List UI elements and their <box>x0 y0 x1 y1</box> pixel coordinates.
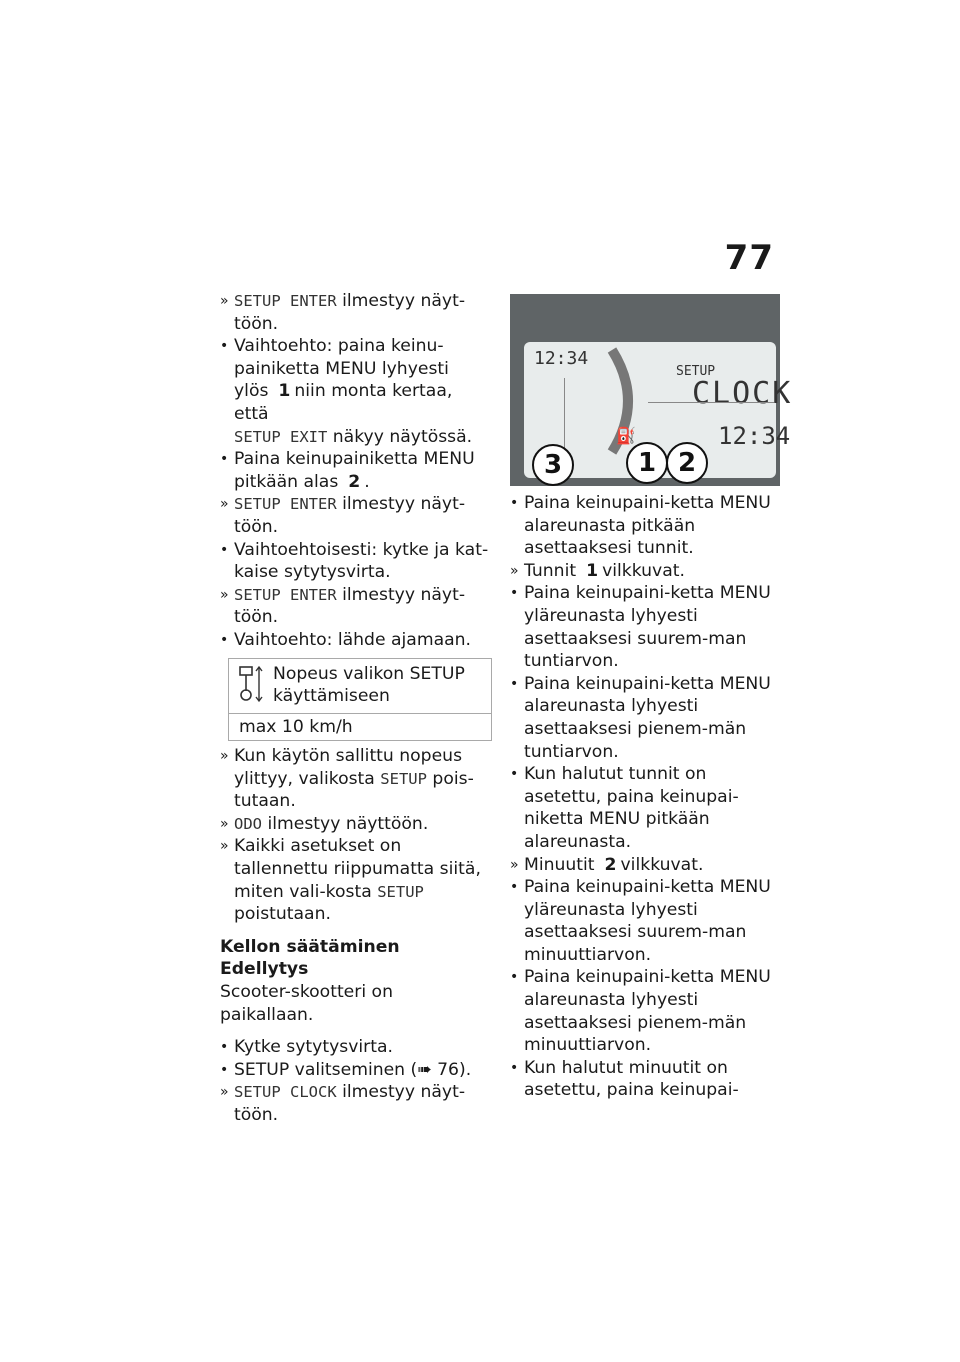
result-item <box>510 560 780 583</box>
callout-number: 1 <box>586 560 599 581</box>
item-text: Paina keinupaini-ketta MENU yläreunasta lyhyesti asettaaksesi suurem-man tuntiarvon. <box>524 583 771 672</box>
display-code: SETUP <box>377 882 424 901</box>
result-item <box>220 493 490 538</box>
step-marker: • <box>510 766 519 783</box>
result-item <box>220 584 490 629</box>
callout-2: 2 <box>666 442 708 484</box>
piston-icon <box>237 665 263 703</box>
step-marker: • <box>220 631 229 648</box>
lcd-time-small: 12:34 <box>534 348 589 369</box>
step-item <box>220 539 490 584</box>
note-header <box>229 659 491 713</box>
result-item <box>220 835 490 925</box>
item-text: SETUP valitseminen ( <box>234 1059 418 1080</box>
item-text: pois-tutaan. <box>234 768 474 812</box>
result-marker: » <box>220 496 229 513</box>
display-code: SETUP <box>380 769 427 788</box>
item-text: poistutaan. <box>234 904 331 925</box>
result-marker: » <box>220 1084 229 1101</box>
item-text: Paina keinupaini-ketta MENU alareunasta lyhyesti asettaaksesi pienem-män minuuttiarvon. <box>524 967 771 1056</box>
item-text: vilkkuvat. <box>602 560 685 581</box>
section-heading: Kellon säätäminen <box>220 936 400 957</box>
result-marker: » <box>510 856 519 873</box>
item-text: Paina keinupaini-ketta MENU alareunasta pitkään asettaaksesi tunnit. <box>524 493 771 559</box>
result-item <box>510 854 780 877</box>
note-value: max 10 km/h <box>229 713 491 741</box>
item-text: Paina keinupaini-ketta MENU yläreunasta lyhyesti asettaaksesi suurem-man minuuttiarvon. <box>524 877 771 965</box>
callout-1: 1 <box>626 442 668 484</box>
step-marker: • <box>220 1039 229 1056</box>
right-column <box>510 492 780 1102</box>
callout-number: 2 <box>604 854 617 875</box>
item-text: Minuutit <box>524 854 595 875</box>
item-text: Kun halutut tunnit on asetettu, paina keinupai-niketta MENU pitkään alareunasta. <box>524 764 739 852</box>
step-marker: • <box>220 1061 229 1078</box>
item-text: . <box>364 471 370 492</box>
step-marker: • <box>220 338 229 355</box>
step-marker: • <box>510 585 519 602</box>
subsection-heading: Edellytys <box>220 959 309 980</box>
item-text: ilmestyy näyt-töön. <box>234 1082 466 1125</box>
step-item <box>510 876 780 966</box>
step-marker: • <box>510 879 519 896</box>
fuel-pump-icon: ⛽ <box>616 426 636 445</box>
callout-3: 3 <box>532 444 574 486</box>
display-code: ODO <box>234 814 262 833</box>
item-text: Vaihtoehto: lähde ajamaan. <box>234 629 472 650</box>
result-marker: » <box>510 562 519 579</box>
step-item <box>220 629 490 652</box>
step-item <box>510 673 780 763</box>
result-item <box>220 290 490 335</box>
lcd-clock-label: CLOCK <box>692 376 793 411</box>
result-item <box>220 1081 490 1126</box>
callout-number: 2 <box>348 471 361 492</box>
result-marker: » <box>220 815 229 832</box>
item-text: Paina keinupaini-ketta MENU alareunasta lyhyesti asettaaksesi pienem-män tuntiarvon. <box>524 673 771 762</box>
item-text: Kytke sytytysvirta. <box>234 1037 393 1058</box>
step-item <box>220 1036 490 1059</box>
step-marker: • <box>510 495 519 511</box>
result-item <box>220 813 490 836</box>
item-text: Kun halutut minuutit on asetettu, paina keinupai- <box>524 1057 739 1101</box>
step-marker: • <box>510 1059 519 1076</box>
item-text: ). <box>459 1059 472 1080</box>
result-item <box>220 745 490 813</box>
item-text: Kun käytön sallittu nopeus ylittyy, valikosta <box>234 746 463 789</box>
step-marker: • <box>220 541 229 558</box>
step-item <box>220 1059 490 1082</box>
result-marker: » <box>220 748 229 765</box>
step-item <box>510 1057 780 1102</box>
step-marker: • <box>510 969 519 986</box>
condition-text: Scooter-skootteri on paikallaan. <box>220 982 393 1025</box>
result-marker: » <box>220 586 229 603</box>
step-item <box>220 448 490 493</box>
lcd-divider <box>648 402 774 403</box>
page-reference[interactable]: 76 <box>437 1059 459 1080</box>
item-text: ilmestyy näyt-töön. <box>234 494 466 537</box>
page-number: 77 <box>724 238 774 278</box>
step-marker: • <box>510 675 519 692</box>
item-text: Kaikki asetukset on tallennettu riippumatta siitä, miten vali-kosta <box>234 836 481 902</box>
result-marker: » <box>220 838 229 855</box>
note-title: Nopeus valikon SETUP käyttämiseen <box>273 663 465 707</box>
item-text: Tunnit <box>524 560 577 581</box>
step-marker: • <box>220 451 229 468</box>
display-code: SETUP ENTER <box>234 585 337 604</box>
step-item <box>510 763 780 853</box>
item-text: niin monta kertaa, että <box>234 381 453 424</box>
step-item <box>510 966 780 1056</box>
item-text: Vaihtoehto: paina keinu-painiketta MENU lyhyesti ylös <box>234 336 449 402</box>
item-text: ilmestyy näyttöön. <box>262 813 429 834</box>
item-text: ilmestyy näyt-töön. <box>234 584 466 628</box>
item-text: ilmestyy näyt-töön. <box>234 291 466 334</box>
step-item <box>220 335 490 448</box>
display-code: SETUP CLOCK <box>234 1083 337 1102</box>
step-item <box>510 492 780 560</box>
item-text: Vaihtoehtoisesti: kytke ja kat-kaise sytytysvirta. <box>234 539 489 583</box>
display-code: SETUP ENTER <box>234 292 337 310</box>
item-text: Paina keinupainiketta MENU pitkään alas <box>234 449 475 492</box>
step-item <box>510 582 780 672</box>
instrument-display-photo <box>510 294 793 486</box>
display-code: SETUP EXIT <box>234 427 328 446</box>
result-marker: » <box>220 293 229 309</box>
lcd-time-large: 12:34 <box>718 422 791 450</box>
left-column <box>220 290 490 1127</box>
item-text: vilkkuvat. <box>620 854 704 875</box>
callout-number: 1 <box>278 381 291 402</box>
item-text: näkyy näytössä. <box>327 426 473 447</box>
lcd-setup-label: SETUP <box>676 364 716 379</box>
speed-note-box <box>228 658 492 742</box>
page-reference-arrow-icon: ➠ <box>417 1059 432 1080</box>
display-code: SETUP ENTER <box>234 495 337 514</box>
